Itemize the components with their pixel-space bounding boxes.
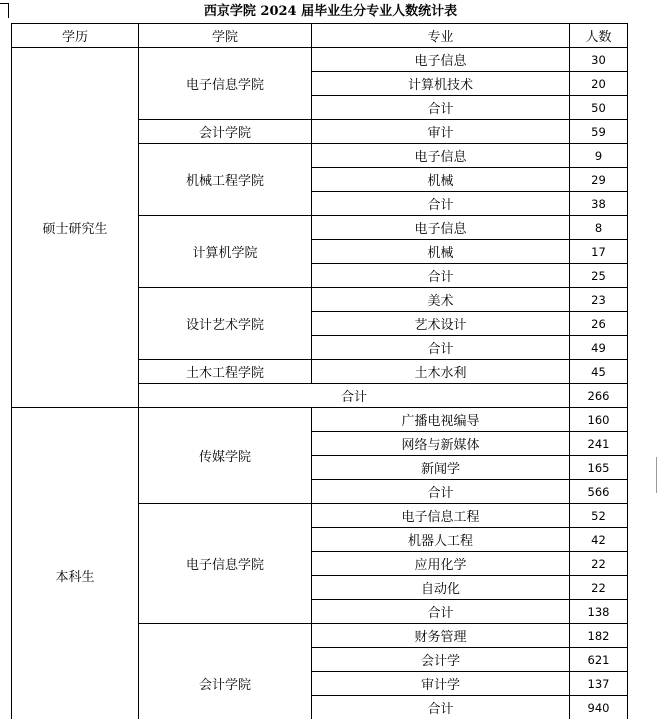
count-cell: 20 — [570, 72, 628, 96]
count-cell: 30 — [570, 48, 628, 72]
major-cell: 自动化 — [312, 576, 570, 600]
count-cell: 160 — [570, 408, 628, 432]
count-cell: 138 — [570, 600, 628, 624]
count-cell: 241 — [570, 432, 628, 456]
count-cell: 23 — [570, 288, 628, 312]
major-cell: 网络与新媒体 — [312, 432, 570, 456]
table-header-row — [12, 24, 628, 48]
major-cell: 土木水利 — [312, 360, 570, 384]
degree-cell: 硕士研究生 — [12, 48, 139, 408]
college-cell: 机械工程学院 — [139, 144, 312, 216]
college-cell: 电子信息学院 — [139, 504, 312, 624]
major-cell: 合计 — [312, 264, 570, 288]
major-cell: 电子信息 — [312, 144, 570, 168]
college-cell: 土木工程学院 — [139, 360, 312, 384]
major-cell: 机械 — [312, 240, 570, 264]
major-cell: 审计学 — [312, 672, 570, 696]
major-cell: 合计 — [312, 696, 570, 719]
major-cell: 合计 — [312, 96, 570, 120]
major-cell: 会计学 — [312, 648, 570, 672]
major-cell: 合计 — [312, 192, 570, 216]
section-total-label: 合计 — [139, 384, 570, 408]
college-cell: 计算机学院 — [139, 216, 312, 288]
count-cell: 42 — [570, 528, 628, 552]
major-cell: 合计 — [312, 480, 570, 504]
college-cell: 设计艺术学院 — [139, 288, 312, 360]
header-college: 学院 — [139, 24, 312, 48]
count-cell: 26 — [570, 312, 628, 336]
college-cell: 电子信息学院 — [139, 48, 312, 120]
degree-cell: 本科生 — [12, 408, 139, 719]
major-cell: 机械 — [312, 168, 570, 192]
major-cell: 合计 — [312, 600, 570, 624]
count-cell: 38 — [570, 192, 628, 216]
college-cell: 会计学院 — [139, 120, 312, 144]
college-cell: 传媒学院 — [139, 408, 312, 504]
scroll-edge-mark — [656, 457, 661, 493]
major-cell: 广播电视编导 — [312, 408, 570, 432]
count-cell: 49 — [570, 336, 628, 360]
table-row — [12, 408, 628, 432]
major-cell: 电子信息 — [312, 48, 570, 72]
header-degree: 学历 — [12, 24, 139, 48]
major-cell: 审计 — [312, 120, 570, 144]
table-title: 西京学院 2024 届毕业生分专业人数统计表 — [203, 4, 458, 19]
count-cell: 50 — [570, 96, 628, 120]
major-cell: 合计 — [312, 336, 570, 360]
major-cell: 电子信息工程 — [312, 504, 570, 528]
count-cell: 17 — [570, 240, 628, 264]
header-count: 人数 — [570, 24, 628, 48]
count-cell: 137 — [570, 672, 628, 696]
count-cell: 22 — [570, 576, 628, 600]
count-cell: 621 — [570, 648, 628, 672]
major-cell: 美术 — [312, 288, 570, 312]
count-cell: 52 — [570, 504, 628, 528]
table-row — [12, 48, 628, 72]
count-cell: 566 — [570, 480, 628, 504]
major-cell: 艺术设计 — [312, 312, 570, 336]
major-cell: 机器人工程 — [312, 528, 570, 552]
count-cell: 940 — [570, 696, 628, 719]
major-cell: 电子信息 — [312, 216, 570, 240]
count-cell: 165 — [570, 456, 628, 480]
count-cell: 22 — [570, 552, 628, 576]
count-cell: 9 — [570, 144, 628, 168]
major-cell: 计算机技术 — [312, 72, 570, 96]
major-cell: 新闻学 — [312, 456, 570, 480]
major-cell: 应用化学 — [312, 552, 570, 576]
count-cell: 25 — [570, 264, 628, 288]
count-cell: 182 — [570, 624, 628, 648]
graduates-table — [11, 23, 628, 719]
count-cell: 45 — [570, 360, 628, 384]
count-cell: 59 — [570, 120, 628, 144]
count-cell: 8 — [570, 216, 628, 240]
section-total-count: 266 — [570, 384, 628, 408]
count-cell: 29 — [570, 168, 628, 192]
major-cell: 财务管理 — [312, 624, 570, 648]
college-cell: 会计学院 — [139, 624, 312, 719]
header-major: 专业 — [312, 24, 570, 48]
